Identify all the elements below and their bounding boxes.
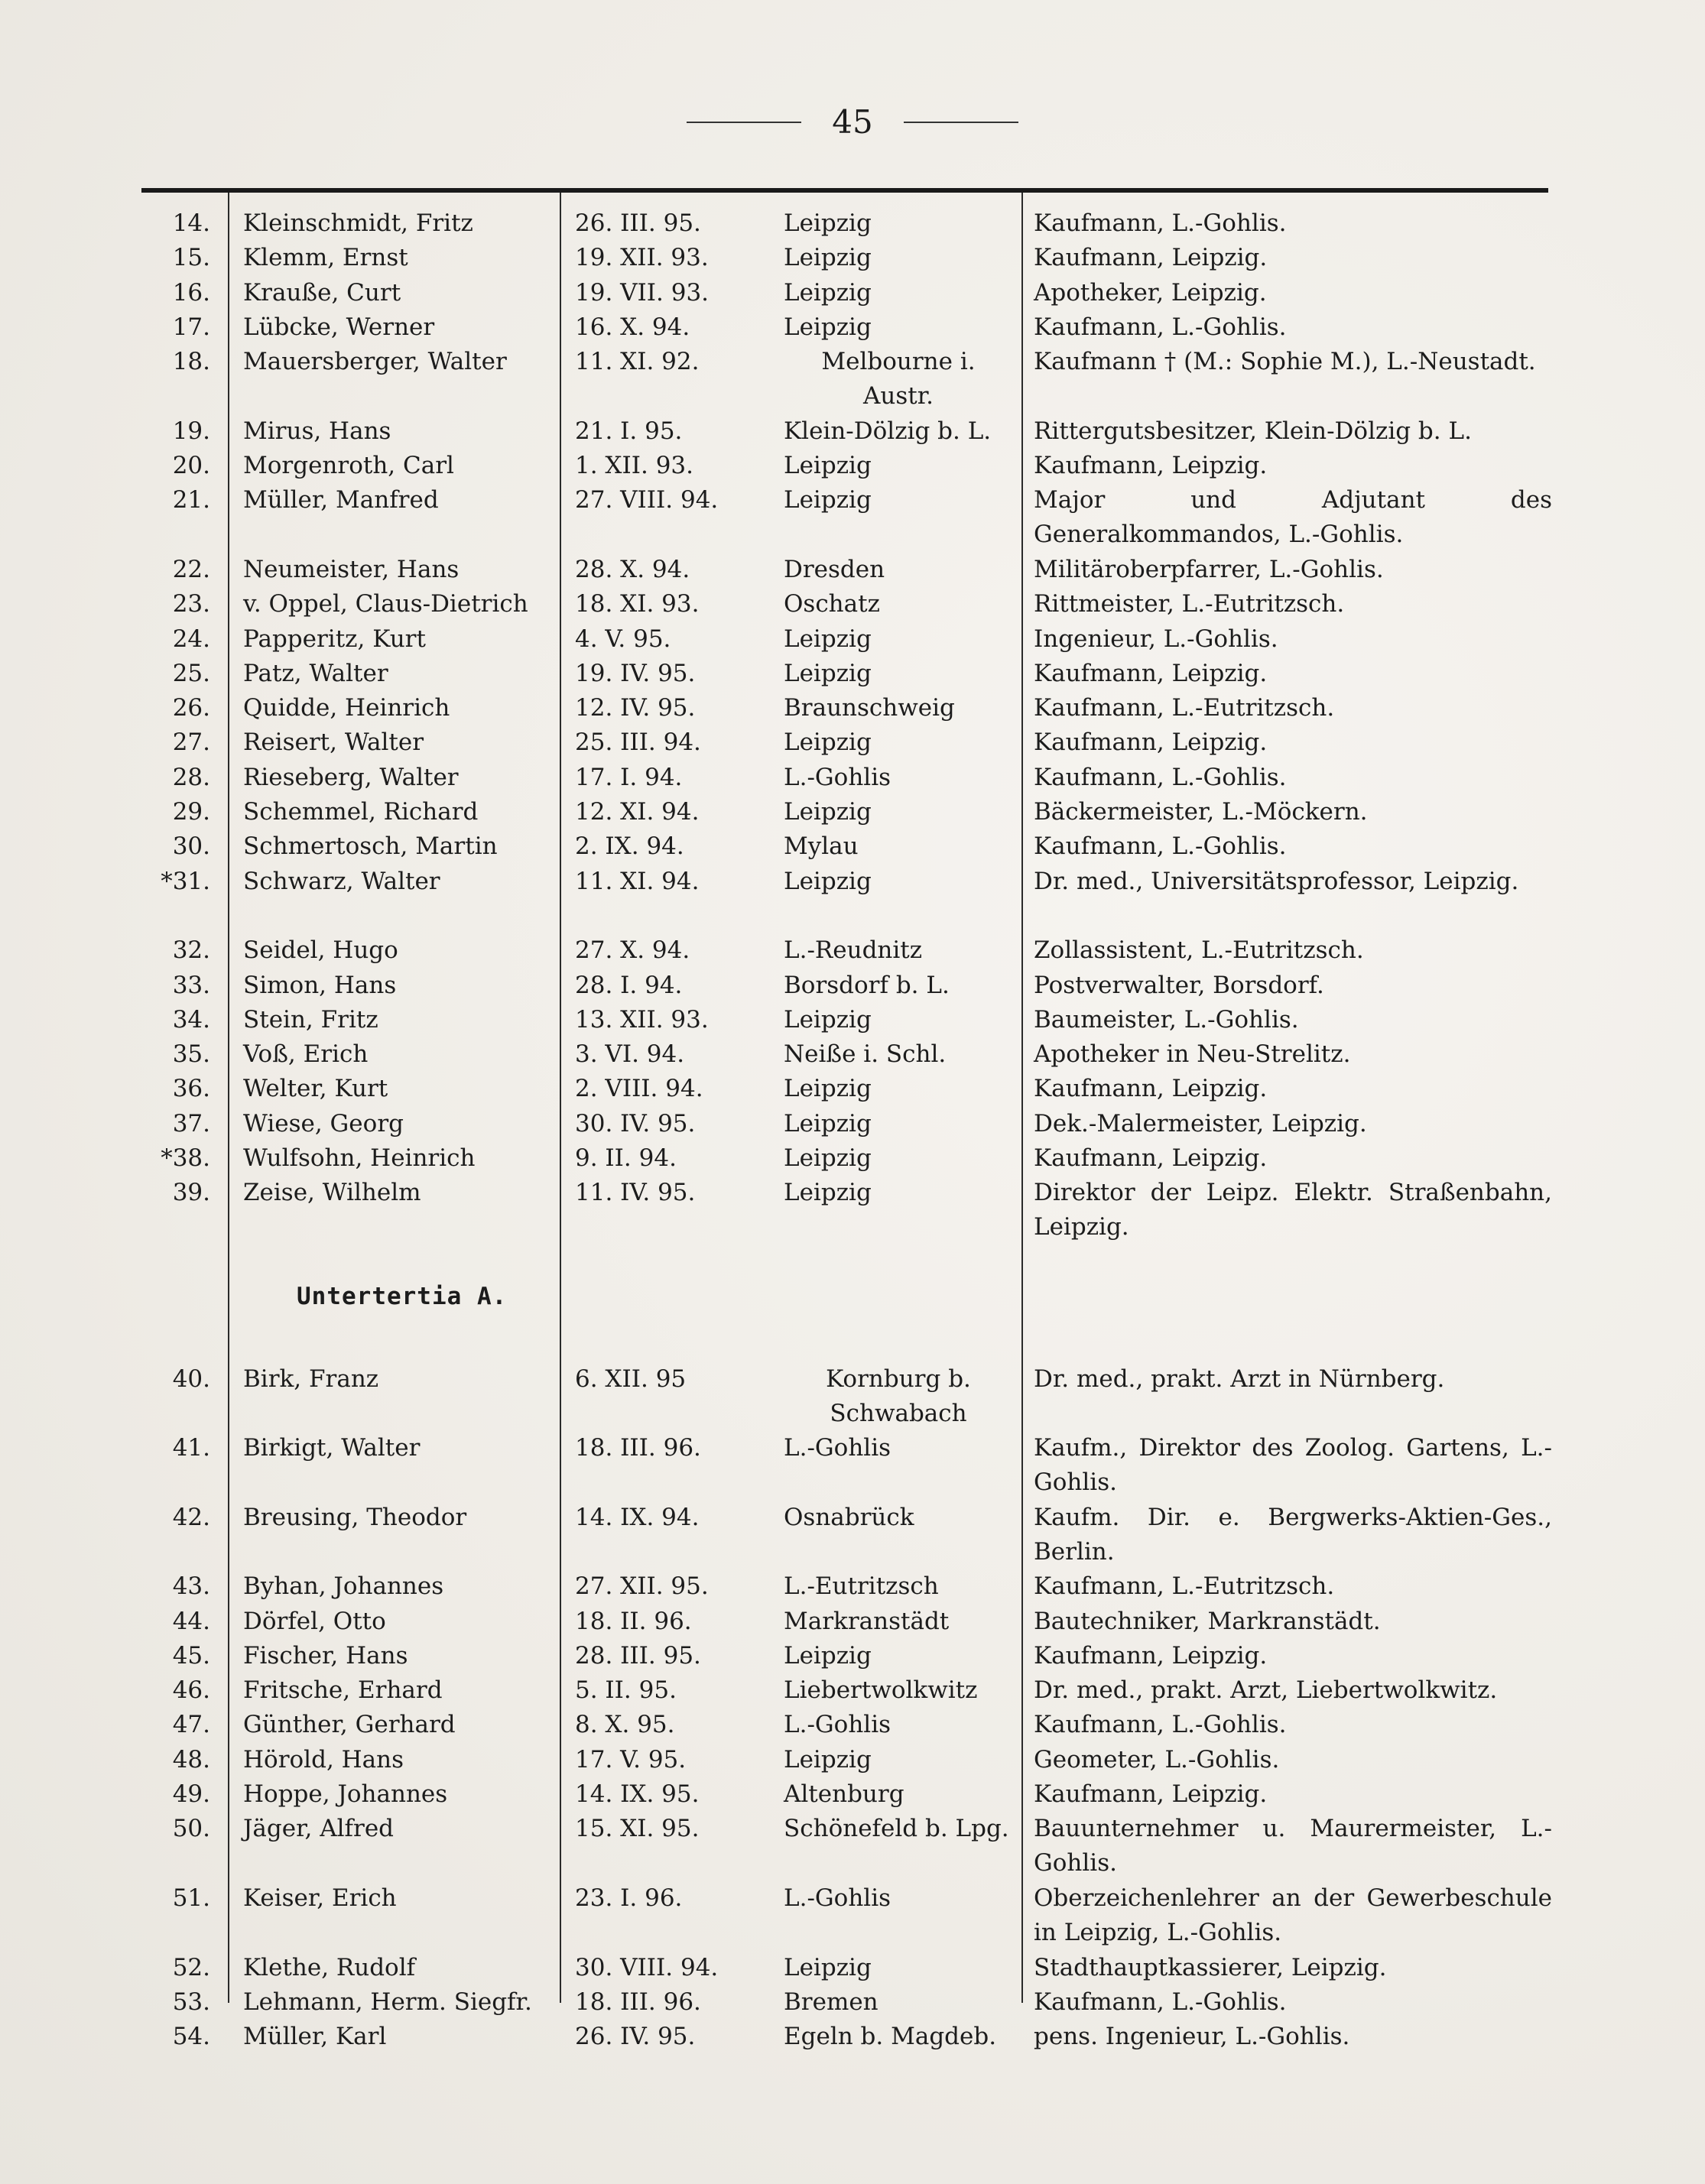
entry-name: Reisert, Walter (243, 729, 424, 757)
table-row (0, 276, 1705, 310)
entry-name: Klemm, Ernst (243, 244, 408, 272)
entry-occupation: Dr. med., prakt. Arzt, Liebertwolkwitz. (1034, 1676, 1498, 1705)
entry-occupation: Dek.-Malermeister, Leipzig. (1034, 1109, 1367, 1137)
table-row (0, 1176, 1705, 1245)
entry-occupation: Militäroberpfarrer, L.-Gohlis. (1034, 555, 1384, 583)
table-top-rule (141, 188, 1548, 193)
entry-name: Papperitz, Kurt (243, 625, 426, 653)
entry-date: 4. V. 95. (575, 625, 671, 653)
entry-number: 20. (172, 452, 210, 480)
register-table (0, 206, 1705, 2054)
entry-date: 23. I. 96. (575, 1884, 683, 1912)
entry-number: 51. (172, 1884, 210, 1912)
entry-number: 52. (172, 1953, 210, 1981)
entry-date: 2. VIII. 94. (575, 1075, 703, 1103)
entry-birthplace: Dresden (784, 555, 885, 583)
entry-number: 41. (172, 1434, 210, 1462)
entry-occupation: Rittmeister, L.-Eutritzsch. (1034, 590, 1345, 618)
entry-date: 17. V. 95. (575, 1745, 687, 1773)
entry-birthplace: Bremen (784, 1988, 878, 2016)
entry-date: 5. II. 95. (575, 1676, 677, 1705)
entry-number: 47. (172, 1711, 210, 1739)
entry-occupation: Stadthauptkassierer, Leipzig. (1034, 1953, 1387, 1981)
entry-name: Byhan, Johannes (243, 1572, 444, 1601)
entry-name: Günther, Gerhard (243, 1711, 456, 1739)
entry-number: 49. (172, 1780, 210, 1809)
entry-date: 19. XII. 93. (575, 244, 709, 272)
entry-occupation: Dr. med., Universitätsprofessor, Leipzig. (1034, 867, 1519, 895)
entry-date: 16. X. 94. (575, 313, 690, 341)
entry-number: 15. (172, 244, 210, 272)
entry-birthplace: Melbourne i. Austr. (821, 348, 976, 411)
entry-occupation: Apotheker, Leipzig. (1034, 278, 1267, 307)
entry-date: 27. VIII. 94. (575, 486, 719, 514)
entry-number: 35. (172, 1040, 210, 1069)
entry-number: 50. (172, 1815, 210, 1843)
entry-birthplace: Mylau (784, 832, 859, 861)
entry-birthplace: Leipzig (784, 659, 872, 687)
table-row (0, 691, 1705, 725)
entry-number: 46. (172, 1676, 210, 1705)
entry-date: 8. X. 95. (575, 1711, 675, 1739)
entry-date: 11. IV. 95. (575, 1179, 696, 1207)
entry-name: Simon, Hans (243, 971, 397, 999)
entry-number: 48. (172, 1745, 210, 1773)
table-row (0, 1072, 1705, 1106)
entry-name: Wulfsohn, Heinrich (243, 1144, 476, 1173)
entry-occupation: Kaufmann, Leipzig. (1034, 1144, 1268, 1173)
entry-number: 32. (172, 936, 210, 965)
entry-number: 28. (172, 763, 210, 791)
entry-occupation: Kaufmann, Leipzig. (1034, 1641, 1268, 1670)
entry-name: Lehmann, Herm. Siegfr. (243, 1988, 532, 2016)
table-row (0, 933, 1705, 968)
entry-number: 30. (172, 832, 210, 861)
table-row (0, 1605, 1705, 1639)
entry-birthplace: Borsdorf b. L. (784, 971, 950, 999)
entry-birthplace: Schönefeld b. Lpg. (784, 1815, 1009, 1843)
table-row (0, 1141, 1705, 1176)
table-row (0, 1037, 1705, 1072)
entry-name: Patz, Walter (243, 659, 388, 687)
entry-occupation: Kaufmann, Leipzig. (1034, 1780, 1268, 1809)
entry-date: 3. VI. 94. (575, 1040, 685, 1069)
entry-birthplace: Leipzig (784, 1179, 872, 1207)
table-row (0, 1003, 1705, 1037)
table-row (0, 829, 1705, 864)
entry-name: Schmertosch, Martin (243, 832, 498, 861)
entry-occupation: Kaufmann, Leipzig. (1034, 729, 1268, 757)
entry-date: 21. I. 95. (575, 417, 683, 445)
entry-occupation: Kaufm., Direktor des Zoolog. Gartens, L.-Gohlis. (1034, 1434, 1552, 1497)
entry-date: 18. XI. 93. (575, 590, 700, 618)
table-row (0, 1812, 1705, 1881)
entry-number: 21. (172, 486, 210, 514)
table-row (0, 865, 1705, 934)
entry-name: Mauersberger, Walter (243, 348, 507, 376)
entry-number: 42. (172, 1503, 210, 1531)
entry-birthplace: L.-Gohlis (784, 1884, 891, 1912)
table-row (0, 587, 1705, 621)
entry-occupation: Kaufmann, L.-Gohlis. (1034, 763, 1287, 791)
entry-number: 19. (172, 417, 210, 445)
entry-birthplace: Leipzig (784, 313, 872, 341)
entry-name: Keiser, Erich (243, 1884, 397, 1912)
entry-name: Morgenroth, Carl (243, 452, 454, 480)
entry-birthplace: Markranstädt (784, 1607, 950, 1635)
entry-number: 43. (172, 1572, 210, 1601)
spacer (0, 1245, 1705, 1280)
entry-occupation: Kaufmann, L.-Gohlis. (1034, 832, 1287, 861)
entry-occupation: Kaufmann, L.-Gohlis. (1034, 1711, 1287, 1739)
table-row (0, 206, 1705, 241)
entry-birthplace: Altenburg (784, 1780, 904, 1809)
entry-name: Birkigt, Walter (243, 1434, 421, 1462)
entry-occupation: Kaufm. Dir. e. Bergwerks-Aktien-Ges., Berlin. (1034, 1503, 1552, 1566)
entry-number: 34. (172, 1005, 210, 1034)
entry-number: 23. (172, 590, 210, 618)
entry-date: 25. III. 94. (575, 729, 701, 757)
entry-name: Schemmel, Richard (243, 798, 479, 826)
entry-birthplace: Leipzig (784, 1109, 872, 1137)
entry-occupation: Direktor der Leipz. Elektr. Straßenbahn, Leipzig. (1034, 1179, 1552, 1241)
table-row (0, 241, 1705, 275)
entry-date: 27. X. 94. (575, 936, 690, 965)
entry-date: 1. XII. 93. (575, 452, 693, 480)
table-row (0, 1501, 1705, 1570)
table-row (0, 553, 1705, 587)
section-row (0, 1280, 1705, 1314)
table-row (0, 1708, 1705, 1742)
entry-occupation: Kaufmann, L.-Gohlis. (1034, 313, 1287, 341)
entry-birthplace: Leipzig (784, 1953, 872, 1981)
entry-name: Kleinschmidt, Fritz (243, 209, 473, 237)
spacer (0, 1315, 1705, 1362)
entry-date: 26. III. 95. (575, 209, 701, 237)
entry-number: 54. (172, 2023, 210, 2051)
table-row (0, 969, 1705, 1003)
entry-number: 53. (172, 1988, 210, 2016)
entry-name: Dörfel, Otto (243, 1607, 386, 1635)
entry-name: Hoppe, Johannes (243, 1780, 448, 1809)
entry-birthplace: Leipzig (784, 729, 872, 757)
table-row (0, 1569, 1705, 1604)
entry-birthplace: Leipzig (784, 278, 872, 307)
table-row (0, 1985, 1705, 2020)
table-row (0, 622, 1705, 657)
entry-occupation: Kaufmann, Leipzig. (1034, 659, 1268, 687)
entry-birthplace: Neiße i. Schl. (784, 1040, 947, 1069)
entry-occupation: Kaufmann, Leipzig. (1034, 244, 1268, 272)
entry-date: 14. IX. 95. (575, 1780, 700, 1809)
entry-occupation: Dr. med., prakt. Arzt in Nürnberg. (1034, 1365, 1445, 1393)
entry-number: 14. (172, 209, 210, 237)
entry-birthplace: Leipzig (784, 486, 872, 514)
entry-name: Fritsche, Erhard (243, 1676, 443, 1705)
entry-date: 14. IX. 94. (575, 1503, 700, 1531)
entry-birthplace: Leipzig (784, 244, 872, 272)
table-row (0, 1673, 1705, 1708)
entry-number: 45. (172, 1641, 210, 1670)
table-row (0, 1362, 1705, 1432)
entry-number: 29. (172, 798, 210, 826)
entry-name: v. Oppel, Claus-Dietrich (243, 590, 528, 618)
table-row (0, 725, 1705, 760)
table-row (0, 1743, 1705, 1777)
entry-date: 17. I. 94. (575, 763, 683, 791)
entry-name: Klethe, Rudolf (243, 1953, 416, 1981)
entry-birthplace: L.-Gohlis (784, 1434, 891, 1462)
entry-birthplace: L.-Gohlis (784, 1711, 891, 1739)
entry-date: 18. III. 96. (575, 1988, 701, 2016)
entry-birthplace: Leipzig (784, 625, 872, 653)
entry-name: Jäger, Alfred (243, 1815, 395, 1843)
entry-birthplace: Leipzig (784, 209, 872, 237)
entry-date: 28. X. 94. (575, 555, 690, 583)
entry-number: *38. (161, 1144, 210, 1173)
entry-number: 25. (172, 659, 210, 687)
entry-date: 11. XI. 94. (575, 867, 700, 895)
entry-occupation: Major und Adjutant des Generalkommandos, L.-Gohlis. (1034, 486, 1552, 549)
table-row (0, 1431, 1705, 1501)
entry-occupation: Kaufmann † (M.: Sophie M.), L.-Neustadt. (1034, 348, 1536, 376)
entry-occupation: Kaufmann, L.-Gohlis. (1034, 1988, 1287, 2016)
entry-birthplace: Leipzig (784, 1005, 872, 1034)
entry-birthplace: Osnabrück (784, 1503, 914, 1531)
entry-occupation: Oberzeichenlehrer an der Gewerbeschule in Leipzig, L.-Gohlis. (1034, 1884, 1552, 1946)
entry-date: 6. XII. 95 (575, 1365, 687, 1393)
entry-date: 18. III. 96. (575, 1434, 701, 1462)
entry-number: 27. (172, 729, 210, 757)
entry-birthplace: L.-Eutritzsch (784, 1572, 939, 1601)
table-row (0, 2020, 1705, 2054)
entry-number: 40. (172, 1365, 210, 1393)
entry-birthplace: Leipzig (784, 1075, 872, 1103)
entry-birthplace: Klein-Dölzig b. L. (784, 417, 992, 445)
entry-number: 16. (172, 278, 210, 307)
entry-name: Mirus, Hans (243, 417, 391, 445)
entry-birthplace: Leipzig (784, 1745, 872, 1773)
entry-number: 26. (172, 694, 210, 722)
entry-name: Quidde, Heinrich (243, 694, 450, 722)
entry-date: 12. IV. 95. (575, 694, 696, 722)
entry-name: Neumeister, Hans (243, 555, 460, 583)
entry-occupation: Rittergutsbesitzer, Klein-Dölzig b. L. (1034, 417, 1472, 445)
entry-occupation: Kaufmann, L.-Eutritzsch. (1034, 1572, 1335, 1601)
entry-name: Welter, Kurt (243, 1075, 388, 1103)
entry-name: Krauße, Curt (243, 278, 401, 307)
entry-name: Fischer, Hans (243, 1641, 408, 1670)
entry-name: Lübcke, Werner (243, 313, 435, 341)
entry-name: Wiese, Georg (243, 1109, 404, 1137)
entry-occupation: Geometer, L.-Gohlis. (1034, 1745, 1280, 1773)
entry-date: 18. II. 96. (575, 1607, 692, 1635)
entry-number: 22. (172, 555, 210, 583)
entry-number: 37. (172, 1109, 210, 1137)
entry-birthplace: Leipzig (784, 867, 872, 895)
table-row (0, 483, 1705, 553)
table-row (0, 795, 1705, 829)
entry-date: 19. VII. 93. (575, 278, 710, 307)
entry-occupation: Apotheker in Neu-Strelitz. (1034, 1040, 1351, 1069)
entry-birthplace: Liebertwolkwitz (784, 1676, 978, 1705)
entry-date: 2. IX. 94. (575, 832, 684, 861)
entry-date: 27. XII. 95. (575, 1572, 709, 1601)
table-row (0, 310, 1705, 345)
entry-occupation: Kaufmann, L.-Gohlis. (1034, 209, 1287, 237)
table-row (0, 1951, 1705, 1985)
table-row (0, 449, 1705, 483)
entry-number: 24. (172, 625, 210, 653)
entry-occupation: Bäckermeister, L.-Möckern. (1034, 798, 1368, 826)
entry-birthplace: Braunschweig (784, 694, 955, 722)
table-row (0, 761, 1705, 795)
entry-name: Voß, Erich (243, 1040, 369, 1069)
entry-number: 18. (172, 348, 210, 376)
entry-date: 15. XI. 95. (575, 1815, 700, 1843)
entry-occupation: Ingenieur, L.-Gohlis. (1034, 625, 1278, 653)
entry-occupation: pens. Ingenieur, L.-Gohlis. (1034, 2023, 1350, 2051)
table-row (0, 1107, 1705, 1141)
entry-birthplace: L.-Reudnitz (784, 936, 923, 965)
entry-number: 36. (172, 1075, 210, 1103)
entry-name: Stein, Fritz (243, 1005, 378, 1034)
entry-name: Zeise, Wilhelm (243, 1179, 421, 1207)
entry-occupation: Postverwalter, Borsdorf. (1034, 971, 1324, 999)
header-rule-right (904, 122, 1018, 123)
entry-date: 28. III. 95. (575, 1641, 701, 1670)
table-row (0, 414, 1705, 449)
table-row (0, 1777, 1705, 1812)
entry-date: 30. VIII. 94. (575, 1953, 719, 1981)
entry-name: Müller, Karl (243, 2023, 387, 2051)
entry-name: Hörold, Hans (243, 1745, 404, 1773)
entry-name: Seidel, Hugo (243, 936, 398, 965)
header-rule-left (687, 122, 801, 123)
entry-name: Schwarz, Walter (243, 867, 440, 895)
entry-date: 28. I. 94. (575, 971, 683, 999)
entry-name: Müller, Manfred (243, 486, 439, 514)
entry-name: Rieseberg, Walter (243, 763, 459, 791)
entry-birthplace: L.-Gohlis (784, 763, 891, 791)
table-row (0, 345, 1705, 414)
entry-birthplace: Leipzig (784, 1144, 872, 1173)
entry-birthplace: Leipzig (784, 798, 872, 826)
entry-date: 26. IV. 95. (575, 2023, 696, 2051)
entry-number: 44. (172, 1607, 210, 1635)
entry-birthplace: Egeln b. Magdeb. (784, 2023, 997, 2051)
entry-date: 19. IV. 95. (575, 659, 696, 687)
entry-occupation: Zollassistent, L.-Eutritzsch. (1034, 936, 1364, 965)
page-header (0, 103, 1705, 141)
entry-number: 33. (172, 971, 210, 999)
entry-date: 11. XI. 92. (575, 348, 700, 376)
entry-occupation: Baumeister, L.-Gohlis. (1034, 1005, 1299, 1034)
entry-name: Birk, Franz (243, 1365, 379, 1393)
entry-occupation: Kaufmann, L.-Eutritzsch. (1034, 694, 1335, 722)
entry-occupation: Bauunternehmer u. Maurermeister, L.-Gohlis. (1034, 1815, 1552, 1877)
entry-date: 30. IV. 95. (575, 1109, 696, 1137)
entry-birthplace: Oschatz (784, 590, 880, 618)
entry-date: 12. XI. 94. (575, 798, 700, 826)
entry-number: 17. (172, 313, 210, 341)
entry-birthplace: Leipzig (784, 1641, 872, 1670)
table-row (0, 1639, 1705, 1673)
entry-occupation: Bautechniker, Markranstädt. (1034, 1607, 1381, 1635)
entry-number: *31. (161, 867, 210, 895)
entry-name: Breusing, Theodor (243, 1503, 467, 1531)
entry-number: 39. (172, 1179, 210, 1207)
entry-date: 9. II. 94. (575, 1144, 677, 1173)
entry-birthplace: Kornburg b. Schwabach (826, 1365, 971, 1427)
entry-occupation: Kaufmann, Leipzig. (1034, 1075, 1268, 1103)
section-heading: Untertertia A. (297, 1283, 508, 1311)
page-number: 45 (832, 103, 873, 141)
entry-birthplace: Leipzig (784, 452, 872, 480)
entry-date: 13. XII. 93. (575, 1005, 709, 1034)
table-row (0, 1881, 1705, 1951)
table-row (0, 657, 1705, 691)
entry-occupation: Kaufmann, Leipzig. (1034, 452, 1268, 480)
